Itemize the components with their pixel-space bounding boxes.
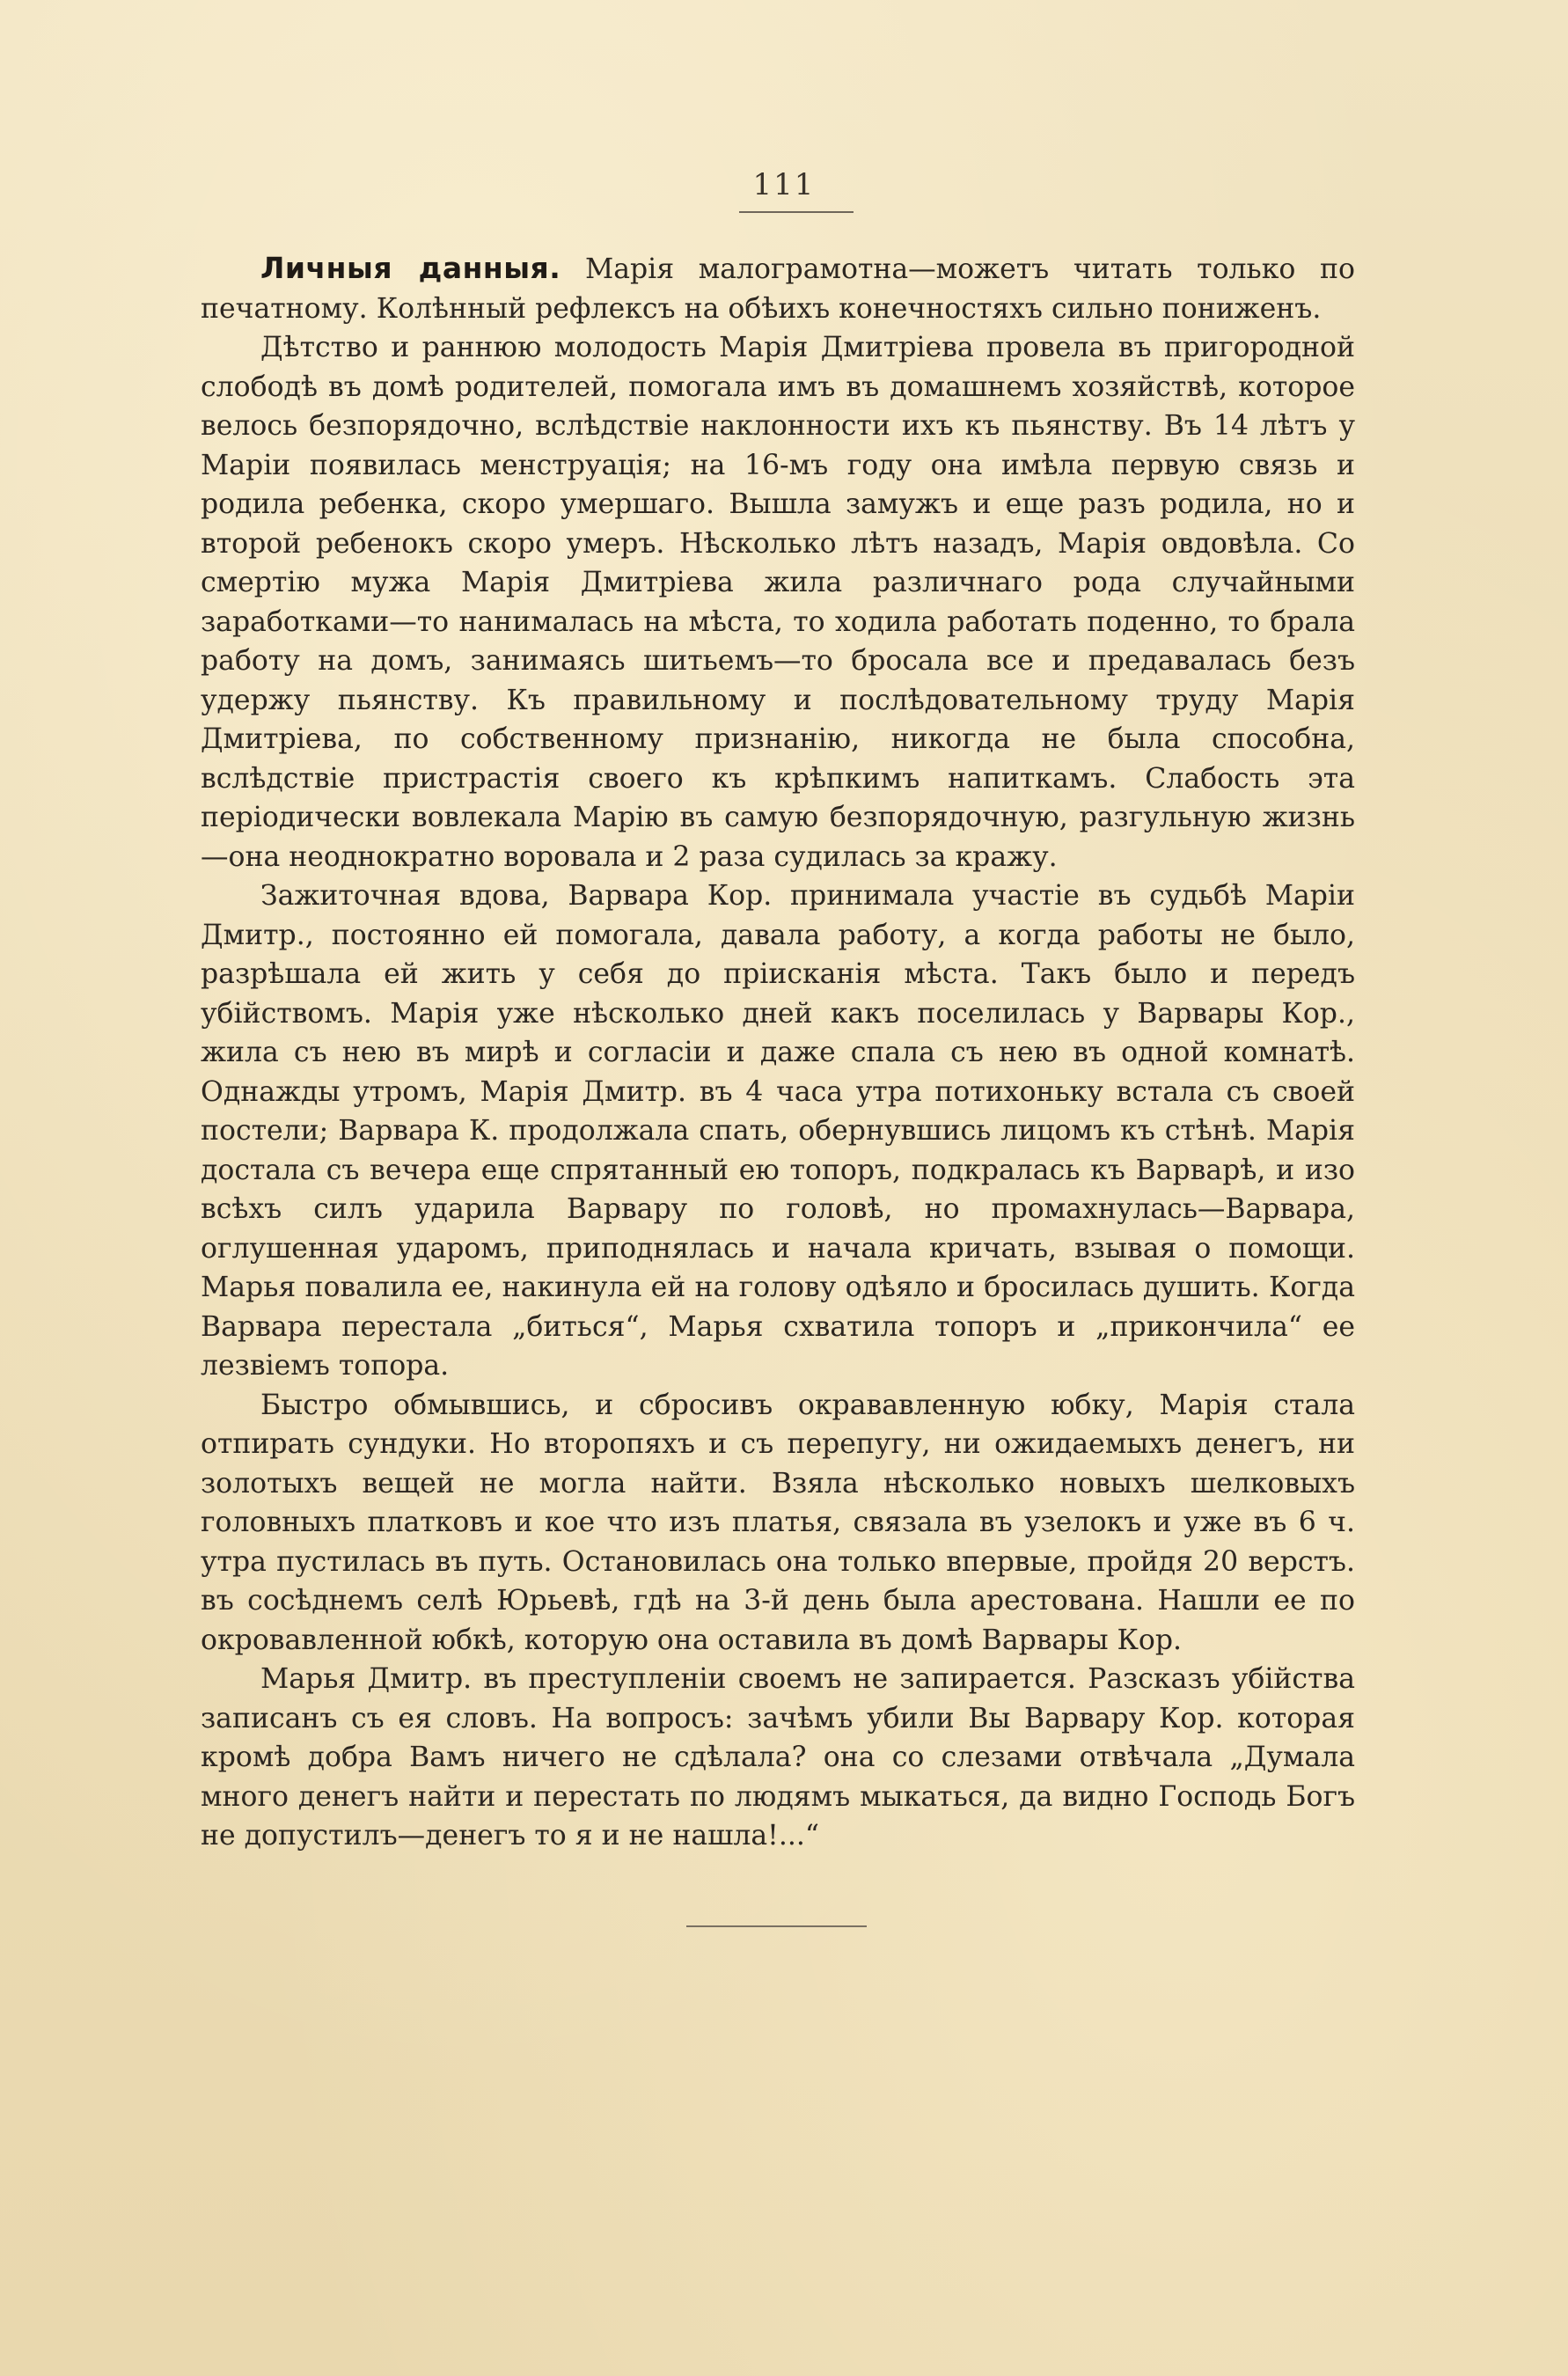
paragraph-4: Быстро обмывшись, и сбросивъ окрававленную юбку, Марія стала отпирать сундуки. Но второпяхъ и съ перепугу, ни ожидаемыхъ денегъ, ни золотыхъ вещей не могла найти. Взяла нѣсколько новыхъ шелковыхъ головныхъ платковъ и кое что изъ платья, связала въ узелокъ и уже въ 6 ч. утра пустилась въ путь. Остановилась она только впервые, пройдя 20 верстъ. въ сосѣднемъ селѣ Юрьевѣ, гдѣ на 3-й день была арестована. Нашли ее по окровавленной юбкѣ, которую она оставила въ домѣ Варвары Кор. [201, 1389, 1355, 1656]
paragraph-1-text: Марія малограмотна—можетъ читать только по печатному. Колѣнный рефлексъ на обѣихъ конечностяхъ сильно пониженъ. [201, 253, 1356, 325]
paragraph-3: Зажиточная вдова, Варвара Кор. принимала участіе въ судьбѣ Маріи Дмитр., постоянно ей помогала, давала работу, а когда работы не было, разрѣшала ей жить у себя до пріисканія мѣста. Такъ было и передъ убійствомъ. Марія уже нѣсколько дней какъ поселилась у Варвары Кор., жила съ нею въ мирѣ и согласіи и даже спала съ нею въ одной комнатѣ. Однажды утромъ, Марія Дмитр. въ 4 часа утра потихоньку встала съ своей постели; Варвара К. продолжала спать, обернувшись лицомъ къ стѣнѣ. Марія достала съ вечера еще спрятанный ею топоръ, подкралась къ Варварѣ, и изо всѣхъ силъ ударила Варвару по головѣ, но промахнулась—Варвара, оглушенная ударомъ, приподнялась и начала кричать, взывая о помощи. Марья повалила ее, накинула ей на голову одѣяло и бросилась душить. Когда Варвара перестала „биться“, Марья схватила топоръ и „прикончила“ ее лезвіемъ топора. [201, 880, 1355, 1382]
page-number: 111 [752, 167, 816, 202]
main-text [201, 249, 1355, 1856]
paragraph-2: Дѣтство и раннюю молодость Марія Дмитріева провела въ пригородной слободѣ въ домѣ родителей, помогала имъ въ домашнемъ хозяйствѣ, которое велось безпорядочно, вслѣдствіе наклонности ихъ къ пьянству. Въ 14 лѣтъ у Маріи появилась менструація; на 16-мъ году она имѣла первую связь и родила ребенка, скоро умершаго. Вышла замужъ и еще разъ родила, но и второй ребенокъ скоро умеръ. Нѣсколько лѣтъ назадъ, Марія овдовѣла. Со смертію мужа Марія Дмитріева жила различнаго рода случайными заработками—то нанималась на мѣста, то ходила работать поденно, то брала работу на домъ, занимаясь шитьемъ—то бросала все и предавалась безъ удержу пьянству. Къ правильному и послѣдовательному труду Марія Дмитріева, по собственному признанію, никогда не была способна, вслѣдствіе пристрастія своего къ крѣпкимъ напиткамъ. Слабость эта періодически вовлекала Марію въ самую безпорядочную, разгульную жизнь—она неоднократно воровала и 2 раза судилась за кражу. [201, 332, 1355, 873]
paragraph-personal-data [201, 249, 1355, 328]
section-heading: Личныя данныя. [260, 251, 561, 285]
paragraph-5: Марья Дмитр. въ преступленіи своемъ не запирается. Разсказъ убійства записанъ съ ея словъ. На вопросъ: зачѣмъ убили Вы Варвару Кор. которая кромѣ добра Вамъ ничего не сдѣлала? она со слезами отвѣчала „Думала много денегъ найти и перестать по людямъ мыкаться, да видно Господь Богъ не допустилъ—денегъ то я и не нашла!...“ [201, 1663, 1355, 1852]
page-number-rule [739, 211, 854, 213]
closing-rule [686, 1925, 867, 1927]
